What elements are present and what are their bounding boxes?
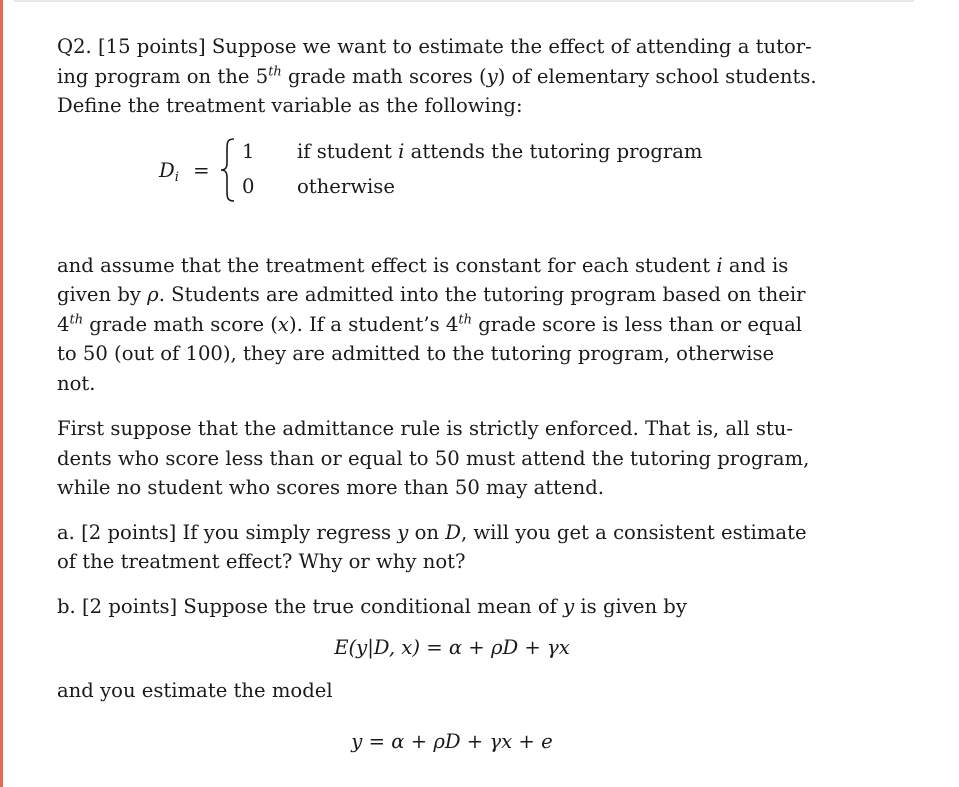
left-margin-rule [0,0,3,787]
question-intro: Q2. [15 points] Suppose we want to estimate the effect of attending a tutor- ing program on the 5th grade math scores (y) of elementary school students. Define the treatment variable as the following: [57,35,817,117]
part-b: b. [2 points] Suppose the true conditional mean of y is given by [57,594,687,618]
definition-lhs: $D_i$ = [159,158,210,185]
question-label: Q2. [57,35,92,58]
case1-value: 1 [242,139,255,163]
part-a-points: [2 points] [81,520,177,544]
part-a: a. [2 points] If you simply regress y on D, will you get a consistent estimate of the treatment effect? Why or why not? [57,520,807,573]
case0-condition: otherwise [297,174,395,198]
treatment-definition [57,137,847,235]
enforcement-paragraph: First suppose that the admittance rule is strictly enforced. That is, all stu- dents who score less than or equal to 50 must attend the tutoring program, while no student who scores more than 50 may attend. [57,417,810,499]
assumption-paragraph: and assume that the treatment effect is constant for each student i and is given by ρ. Students are admitted into the tutoring program based on their 4th grade math score (x). If a student’s 4th grade score is less than or equal to 50 (out of 100), they are admitted to the tutoring program, otherwise not. [57,253,806,395]
model-equation: y = α + ρD + γx + e [351,730,553,753]
case1-condition: if student i attends the tutoring program [297,139,703,163]
top-divider [14,0,914,2]
question-text [57,32,847,757]
part-b-label: b. [57,594,76,618]
case0-value: 0 [242,174,255,198]
part-a-label: a. [57,520,75,544]
part-b-points: [2 points] [82,594,178,618]
left-brace-icon [219,137,237,203]
part-b-model-intro: and you estimate the model [57,678,333,702]
question-points: [15 points] [98,35,206,58]
conditional-mean-equation: E(y|D, x) = α + ρD + γx [334,636,570,659]
